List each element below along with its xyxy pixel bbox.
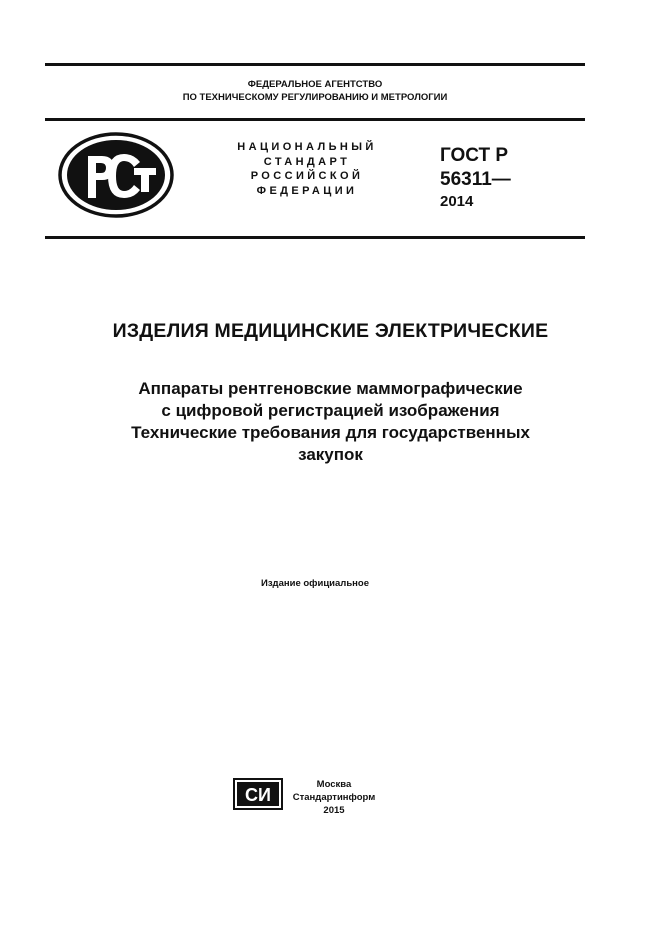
gost-year: 2014 [440,193,474,210]
national-standard-line-2: СТАНДАРТ [263,155,351,168]
top-rule [45,63,585,66]
header-divider-rule [45,118,585,121]
subtitle-line-3: Технические требования для государственных [131,423,530,442]
agency-line-2: ПО ТЕХНИЧЕСКОМУ РЕГУЛИРОВАНИЮ И МЕТРОЛОГИИ [182,92,448,103]
rst-logo-icon [58,132,174,218]
publisher-logo-text: СИ [245,785,271,805]
agency-line-1: ФЕДЕРАЛЬНОЕ АГЕНТСТВО [247,79,383,90]
gost-line-1: ГОСТ Р [440,145,509,166]
subtitle-line-1: Аппараты рентгеновские маммографические [138,379,523,398]
subtitle-line-2: с цифровой регистрацией изображения [161,401,500,420]
national-standard-line-3: РОССИЙСКОЙ [250,170,364,182]
agency-header [45,78,585,104]
publisher-year: 2015 [323,805,345,816]
document-title: ИЗДЕЛИЯ МЕДИЦИНСКИЕ ЭЛЕКТРИЧЕСКИЕ [112,320,549,342]
national-standard-line-1: НАЦИОНАЛЬНЫЙ [237,141,377,153]
gost-designation [440,144,511,212]
gost-number: 56311— [440,169,511,190]
standartinform-logo-icon [233,778,283,810]
publisher-name: Стандартинформ [292,792,376,803]
subtitle-line-4: закупок [298,445,363,464]
header-bottom-rule [45,236,585,239]
national-standard-label [222,140,392,198]
logo-text: PCT [58,132,60,133]
edition-label: Издание официальное [261,578,369,589]
national-standard-line-4: ФЕДЕРАЦИИ [256,184,358,197]
document-subtitle [0,378,661,466]
publisher-city: Москва [316,779,352,790]
publisher-block [284,778,384,817]
